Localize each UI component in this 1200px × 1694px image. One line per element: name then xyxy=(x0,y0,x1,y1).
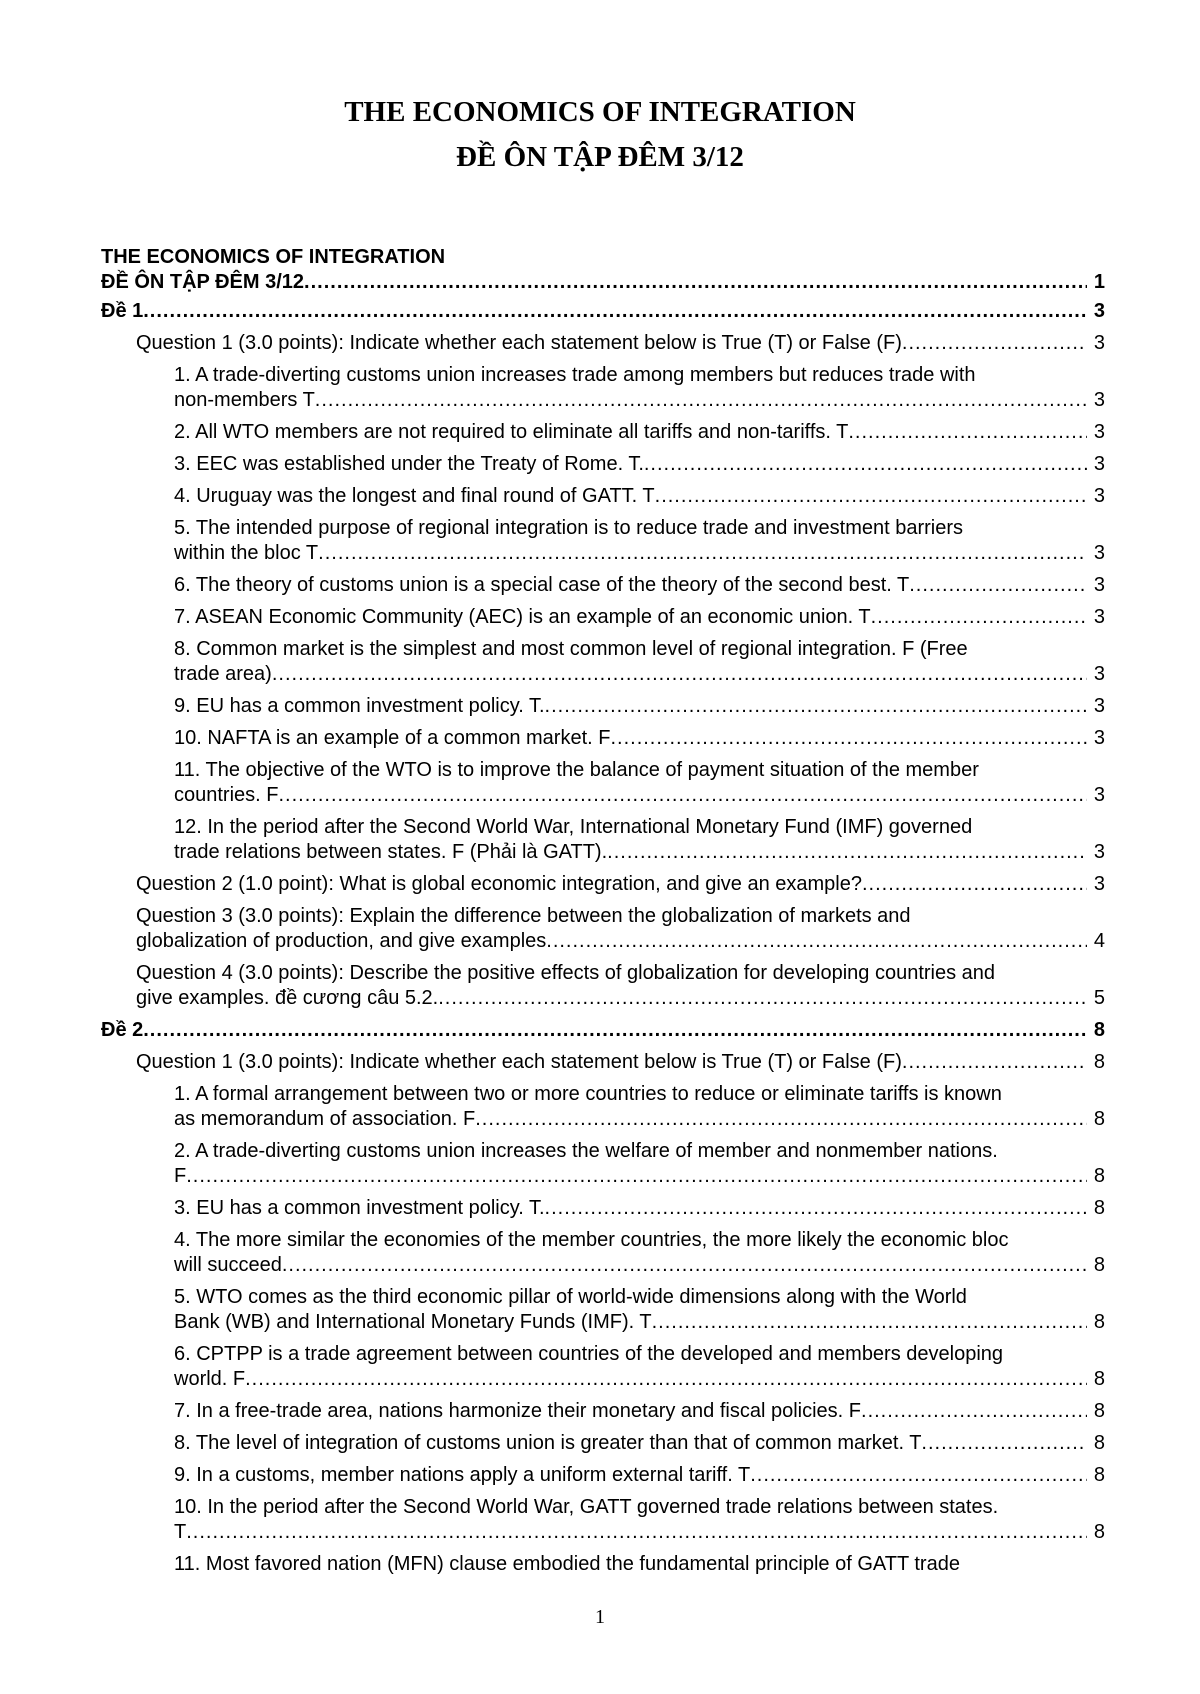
toc-entry-text: 8. Common market is the simplest and most common level of regional integration. F (Free xyxy=(174,638,968,660)
toc-page-number: 3 xyxy=(1093,784,1105,806)
toc-entry-line xyxy=(174,1399,1087,1424)
toc-entry-text: 2. All WTO members are not required to eliminate all tariffs and non-tariffs. T xyxy=(174,421,849,443)
toc-entry-text: 1. A trade-diverting customs union increases trade among members but reduces trade with xyxy=(174,364,976,386)
toc-entry[interactable] xyxy=(174,815,1105,865)
toc-page-number: 8 xyxy=(1093,1051,1105,1073)
toc-entry-text: 11. The objective of the WTO is to improve the balance of payment situation of the member xyxy=(174,759,979,781)
toc-entry-text: 5. The intended purpose of regional integration is to reduce trade and investment barriers xyxy=(174,517,964,539)
toc-dot-leader xyxy=(862,872,1087,897)
toc-page-number: 3 xyxy=(1093,873,1105,895)
toc-entry-text: 4. The more similar the economies of the member countries, the more likely the economic bloc xyxy=(174,1229,1009,1251)
toc-dot-leader xyxy=(607,840,1087,865)
toc-entry-line xyxy=(174,1367,1087,1392)
toc-page-number: 3 xyxy=(1093,574,1105,596)
toc-entry-line xyxy=(101,1018,1087,1043)
toc-entry[interactable] xyxy=(174,1431,1105,1456)
toc-entry-text: 5. WTO comes as the third economic pillar of world-wide dimensions along with the World xyxy=(174,1286,967,1308)
toc-entry-text: will succeed xyxy=(174,1254,282,1276)
toc-dot-leader xyxy=(318,541,1087,566)
toc-dot-leader xyxy=(610,726,1087,751)
toc-entry-line xyxy=(136,1050,1087,1075)
toc-entry-text: Question 1 (3.0 points): Indicate whether each statement below is True (T) or False (F) xyxy=(136,1051,902,1073)
toc-entry-text: T xyxy=(174,1521,187,1543)
toc-page-number: 8 xyxy=(1093,1464,1105,1486)
toc-entry-text: Đề 2 xyxy=(101,1019,144,1041)
toc-dot-leader xyxy=(921,1431,1087,1456)
toc-entry[interactable] xyxy=(174,452,1105,477)
toc-dot-leader xyxy=(644,452,1087,477)
toc-dot-leader xyxy=(902,331,1087,356)
toc-dot-leader xyxy=(143,299,1087,324)
toc-entry[interactable] xyxy=(174,573,1105,598)
toc-entry[interactable] xyxy=(174,484,1105,509)
toc-page-number: 3 xyxy=(1093,542,1105,564)
toc-entry-line xyxy=(174,1310,1087,1335)
document-subtitle: ĐỀ ÔN TẬP ĐÊM 3/12 xyxy=(456,141,744,173)
toc-entry-line xyxy=(174,1463,1087,1488)
toc-entry-line xyxy=(174,783,1087,808)
toc-entry[interactable] xyxy=(174,363,1105,413)
toc-entry-line xyxy=(174,1164,1087,1189)
toc-dot-leader xyxy=(186,1164,1087,1189)
toc-entry-line xyxy=(174,605,1087,630)
toc-entry[interactable] xyxy=(174,637,1105,687)
toc-page-number: 3 xyxy=(1093,332,1105,354)
toc-page-number: 3 xyxy=(1093,727,1105,749)
toc-entry-line xyxy=(174,662,1087,687)
toc-entry[interactable] xyxy=(174,1285,1105,1335)
toc-page-number: 3 xyxy=(1093,389,1105,411)
toc-entry[interactable] xyxy=(136,904,1105,954)
toc-entry-text: Bank (WB) and International Monetary Funds (IMF). T xyxy=(174,1311,652,1333)
toc-entry[interactable] xyxy=(174,1399,1105,1424)
toc-dot-leader xyxy=(438,986,1087,1011)
toc-entry-text: 10. NAFTA is an example of a common market. F xyxy=(174,727,611,749)
toc-entry-text: 6. The theory of customs union is a special case of the theory of the second best. T xyxy=(174,574,910,596)
toc-entry[interactable] xyxy=(101,1018,1105,1043)
toc-entry-text: Question 2 (1.0 point): What is global economic integration, and give an example? xyxy=(136,873,862,895)
toc-entry-line xyxy=(136,986,1087,1011)
toc-entry-text: 11. Most favored nation (MFN) clause embodied the fundamental principle of GATT trade xyxy=(174,1553,960,1575)
toc-dot-leader xyxy=(750,1463,1087,1488)
toc-dot-leader xyxy=(902,1050,1087,1075)
toc-entry-line xyxy=(174,726,1087,751)
toc-page-number: 3 xyxy=(1093,606,1105,628)
toc-entry[interactable] xyxy=(174,758,1105,808)
toc-page-number: 3 xyxy=(1093,695,1105,717)
toc-dot-leader xyxy=(545,1196,1087,1221)
toc-entry-text: globalization of production, and give examples xyxy=(136,930,547,952)
toc-entry[interactable] xyxy=(174,420,1105,445)
toc-entry-text: non-members T xyxy=(174,389,315,411)
toc-dot-leader xyxy=(143,1018,1087,1043)
toc-dot-leader xyxy=(546,929,1087,954)
toc-page-number: 3 xyxy=(1093,421,1105,443)
toc-dot-leader xyxy=(282,1253,1087,1278)
toc-page-number: 3 xyxy=(1093,841,1105,863)
toc-page-number: 8 xyxy=(1093,1019,1105,1041)
toc-page-number: 3 xyxy=(1093,485,1105,507)
toc-heading: THE ECONOMICS OF INTEGRATION xyxy=(101,246,446,268)
toc-entry-line xyxy=(136,929,1087,954)
toc-page-number: 8 xyxy=(1093,1165,1105,1187)
toc-entry-line xyxy=(174,541,1087,566)
toc-dot-leader xyxy=(245,1367,1087,1392)
toc-entry[interactable] xyxy=(174,1552,1105,1577)
toc-entry-text: Đề 1 xyxy=(101,300,144,322)
toc-entry[interactable] xyxy=(136,1050,1105,1075)
toc-page-number: 1 xyxy=(1093,271,1105,293)
toc-page-number: 8 xyxy=(1093,1432,1105,1454)
toc-entry[interactable] xyxy=(136,961,1105,1011)
toc-entry[interactable] xyxy=(136,331,1105,356)
toc-entry-line xyxy=(174,1107,1087,1132)
toc-entry[interactable] xyxy=(174,1342,1105,1392)
toc-entry-text: Question 1 (3.0 points): Indicate whether each statement below is True (T) or False (F) xyxy=(136,332,902,354)
toc-entry-text: 8. The level of integration of customs union is greater than that of common market. T xyxy=(174,1432,922,1454)
toc-entry-line xyxy=(136,872,1087,897)
toc-page-number: 8 xyxy=(1093,1521,1105,1543)
toc-entry[interactable] xyxy=(174,516,1105,566)
toc-entry[interactable] xyxy=(174,605,1105,630)
toc-dot-leader xyxy=(545,694,1087,719)
toc-entry-text: 10. In the period after the Second World War, GATT governed trade relations between states. xyxy=(174,1496,999,1518)
toc-entry-line xyxy=(174,840,1087,865)
toc-entry-text: give examples. đề cương câu 5.2. xyxy=(136,987,439,1009)
toc-entry[interactable] xyxy=(101,270,1105,295)
table-of-contents xyxy=(101,244,1105,1584)
toc-entry-text: world. F xyxy=(174,1368,246,1390)
toc-dot-leader xyxy=(186,1520,1087,1545)
toc-entry-text: Question 4 (3.0 points): Describe the positive effects of globalization for developing countries and xyxy=(136,962,996,984)
toc-entry-line xyxy=(136,331,1087,356)
toc-dot-leader xyxy=(475,1107,1087,1132)
toc-dot-leader xyxy=(304,270,1087,295)
toc-entry-line xyxy=(174,694,1087,719)
toc-entry-text: F xyxy=(174,1165,187,1187)
toc-entry-text: 3. EEC was established under the Treaty of Rome. T. xyxy=(174,453,644,475)
toc-dot-leader xyxy=(848,420,1087,445)
toc-page-number: 8 xyxy=(1093,1400,1105,1422)
toc-entry-text: 2. A trade-diverting customs union increases the welfare of member and nonmember nations. xyxy=(174,1140,998,1162)
toc-entry[interactable] xyxy=(174,1082,1105,1132)
toc-page-number: 3 xyxy=(1093,453,1105,475)
toc-dot-leader xyxy=(652,1310,1087,1335)
toc-entry-text: 9. In a customs, member nations apply a uniform external tariff. T xyxy=(174,1464,751,1486)
toc-entry-text: as memorandum of association. F xyxy=(174,1108,476,1130)
toc-entry-line xyxy=(174,484,1087,509)
toc-entry-text: trade area) xyxy=(174,663,272,685)
toc-dot-leader xyxy=(861,1399,1087,1424)
toc-entry-line xyxy=(174,1552,1087,1577)
document-title: THE ECONOMICS OF INTEGRATION xyxy=(344,96,856,128)
toc-list xyxy=(101,270,1105,1577)
toc-entry-text: 1. A formal arrangement between two or more countries to reduce or eliminate tariffs is known xyxy=(174,1083,1002,1105)
toc-page-number: 3 xyxy=(1093,663,1105,685)
toc-entry-text: 6. CPTPP is a trade agreement between countries of the developed and members developing xyxy=(174,1343,1004,1365)
toc-entry[interactable] xyxy=(174,1196,1105,1221)
toc-entry-text: Question 3 (3.0 points): Explain the difference between the globalization of markets and xyxy=(136,905,911,927)
toc-entry-text: ĐỀ ÔN TẬP ĐÊM 3/12 xyxy=(101,271,305,293)
toc-entry-line xyxy=(174,1431,1087,1456)
toc-entry-text: trade relations between states. F (Phải là GATT). xyxy=(174,841,608,863)
toc-entry[interactable] xyxy=(174,1463,1105,1488)
toc-dot-leader xyxy=(315,388,1087,413)
toc-page-number: 8 xyxy=(1093,1311,1105,1333)
toc-dot-leader xyxy=(272,662,1087,687)
toc-page-number: 8 xyxy=(1093,1368,1105,1390)
toc-entry-text: countries. F xyxy=(174,784,279,806)
toc-entry-line xyxy=(174,1520,1087,1545)
toc-entry[interactable] xyxy=(101,299,1105,324)
toc-entry[interactable] xyxy=(174,694,1105,719)
toc-page-number: 4 xyxy=(1093,930,1105,952)
toc-entry-text: 3. EU has a common investment policy. T. xyxy=(174,1197,545,1219)
toc-entry-line xyxy=(174,452,1087,477)
toc-entry-line xyxy=(174,1253,1087,1278)
toc-entry-line xyxy=(101,270,1087,295)
toc-dot-leader xyxy=(278,783,1087,808)
toc-entry[interactable] xyxy=(174,726,1105,751)
toc-dot-leader xyxy=(655,484,1087,509)
toc-entry-text: 7. In a free-trade area, nations harmonize their monetary and fiscal policies. F xyxy=(174,1400,862,1422)
toc-entry-text: 4. Uruguay was the longest and final round of GATT. T xyxy=(174,485,655,507)
toc-entry-text: 7. ASEAN Economic Community (AEC) is an example of an economic union. T xyxy=(174,606,871,628)
toc-page-number: 8 xyxy=(1093,1197,1105,1219)
toc-entry[interactable] xyxy=(174,1139,1105,1189)
toc-dot-leader xyxy=(871,605,1087,630)
toc-entry[interactable] xyxy=(174,1228,1105,1278)
toc-entry-line xyxy=(174,420,1087,445)
toc-entry-line xyxy=(174,388,1087,413)
toc-entry[interactable] xyxy=(174,1495,1105,1545)
toc-entry[interactable] xyxy=(136,872,1105,897)
toc-page-number: 3 xyxy=(1093,300,1105,322)
toc-dot-leader xyxy=(909,573,1087,598)
toc-page-number: 8 xyxy=(1093,1254,1105,1276)
toc-entry-text: within the bloc T xyxy=(174,542,319,564)
page-number: 1 xyxy=(595,1606,605,1628)
toc-page-number: 8 xyxy=(1093,1108,1105,1130)
toc-entry-line xyxy=(174,573,1087,598)
toc-entry-text: 9. EU has a common investment policy. T. xyxy=(174,695,545,717)
toc-page-number: 5 xyxy=(1093,987,1105,1009)
toc-entry-text: 12. In the period after the Second World War, International Monetary Fund (IMF) governed xyxy=(174,816,973,838)
toc-entry-line xyxy=(101,299,1087,324)
toc-entry-line xyxy=(174,1196,1087,1221)
